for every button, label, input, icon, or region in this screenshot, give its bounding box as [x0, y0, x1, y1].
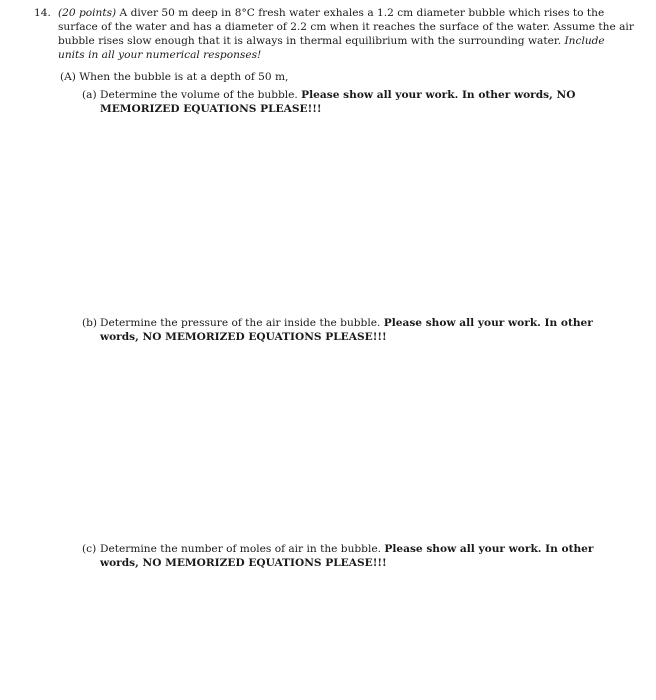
- subpart-a-emphasis: Please show all your work. In other words, NO MEMORIZED EQUATIONS PLEASE!!!: [100, 89, 576, 115]
- subpart-a-label: (a): [82, 89, 97, 101]
- problem-number: 14.: [34, 7, 51, 19]
- subpart-a-text: Determine the volume of the bubble.: [100, 89, 302, 101]
- problem-text: A diver 50 m deep in 8°C fresh water exhales a 1.2 cm diameter bubble which rises to the surface of the water and has a diameter of 2.2 cm when it reaches the surface of the water. Assume the air bubble rises slow enough that it is always in thermal equilibrium with the surrounding water.: [58, 7, 634, 47]
- subpart-b-label: (b): [82, 317, 98, 329]
- subpart-c: [82, 542, 622, 570]
- problem-points: (20 points): [58, 7, 117, 19]
- subpart-c-label: (c): [82, 543, 97, 555]
- problem-14: [34, 6, 634, 62]
- part-a-text: When the bubble is at a depth of 50 m,: [79, 71, 289, 83]
- subpart-a: [82, 88, 622, 116]
- subpart-b: [82, 316, 622, 344]
- problem-stem: [58, 6, 634, 62]
- subpart-c-text: Determine the number of moles of air in the bubble.: [100, 543, 385, 555]
- subpart-a-question: [100, 88, 622, 116]
- part-a-header: [60, 70, 288, 84]
- subpart-b-question: [100, 316, 622, 344]
- units-note: Include units in all your numerical responses!: [58, 35, 605, 61]
- subpart-c-question: [100, 542, 622, 570]
- part-a-label: (A): [60, 71, 76, 83]
- subpart-b-emphasis: Please show all your work. In other words, NO MEMORIZED EQUATIONS PLEASE!!!: [100, 317, 593, 343]
- subpart-b-text: Determine the pressure of the air inside the bubble.: [100, 317, 384, 329]
- subpart-c-emphasis: Please show all your work. In other words, NO MEMORIZED EQUATIONS PLEASE!!!: [100, 543, 594, 569]
